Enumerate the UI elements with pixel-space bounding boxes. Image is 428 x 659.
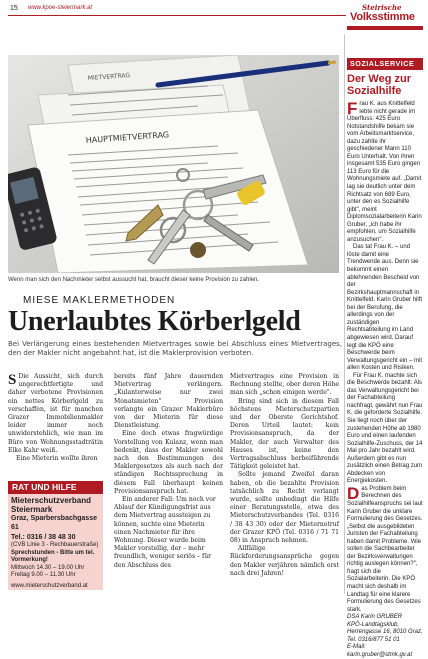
- column-divider: [344, 34, 345, 594]
- masthead-title: Volksstimme: [350, 11, 415, 23]
- header-url[interactable]: www.kpoe-steiermark.at: [28, 5, 93, 11]
- paragraph: Allfällige Rückforderungsansprüche gegen den Makler verjähren nämlich erst nach drei Jahren!: [230, 545, 339, 577]
- article-column-1: [8, 373, 103, 463]
- article-column-2: [114, 373, 223, 570]
- contract-small-title: MIETVERTRAG: [87, 72, 131, 82]
- contract-keys-illustration: [8, 55, 339, 273]
- article-column-3: [230, 373, 339, 578]
- org-phone: Tel.: 0316 / 38 48 30: [11, 534, 76, 541]
- photo-caption: Wenn man sich den Nachmieter selbst aussucht hat, braucht dieser keine Provision zu zahlen.: [8, 277, 260, 283]
- office-hours-fri: Freitag 9.00 – 11.30 Uhr: [11, 572, 76, 579]
- sozialservice-label: SOZIALSERVICE: [347, 58, 423, 70]
- office-hours-wed: Mittwoch 14.30 – 19.00 Uhr: [11, 564, 85, 571]
- office-hours-note: Sprechstunden - Bitte um tel. Vormerkung!: [11, 549, 95, 564]
- masthead-small: Steirische: [362, 3, 402, 12]
- header-rule: [8, 15, 346, 16]
- signature-org: KPÖ-Landtagsklub,: [347, 621, 400, 628]
- dropcap: S: [8, 372, 17, 388]
- contract-title: HAUPTMIETVERTRAG: [85, 130, 170, 145]
- org-website[interactable]: www.mieterschutzverband.at: [11, 582, 88, 589]
- dropcap: F: [347, 99, 358, 118]
- article-lead: Bei Verlängerung eines bestehenden Mietvertrages sowie bei Abschluss eines Mietvertrages, den der Makler nicht angebahnt hat, ist die Maklerprovision verboten.: [8, 340, 342, 357]
- rat-und-hilfe-label: RAT UND HILFE: [8, 481, 103, 494]
- signature-phone: Tel. 0316/877 51 01: [347, 636, 400, 643]
- paragraph: Frau K. aus Knittelfeld lebte nicht gerade im Überfluss: 425 Euro Notstandshilfe bekam sie vom Arbeitsmarktservice, dazu zahlte ihr geschiedener Mann 110 Euro Unterhalt. Von ihren insgesamt 535 Euro gingen 113 Euro für die Wohnungsmiete auf. „Damit lag sie deutlich unter dem Richtsatz von 689 Euro, unter den es Sozialhilfe gibt", meint Diplomsozialarbeiterin Karin Gruber, „ich habe ihr empfohlen, um Sozialhilfe anzusuchen".: [347, 99, 422, 243]
- article-headline: Unerlaubtes Körberlgeld: [8, 306, 301, 337]
- org-name: Mieterschutzverband Steiermark: [11, 496, 92, 514]
- rat-und-hilfe-box: [8, 494, 103, 590]
- paragraph: Für Frau K. machte sich die Beschwerde bezahlt: Als das Verwaltungsgericht bei der Fachabteilung nachfragt, gewährt nun Frau K. die geforderte Sozialhilfe. Sie liegt noch über der zustehenden Höhe ab 1980 Euro und einen laufenden Sozialhilfe-Zuschuss, der 14 Mal pro Jahr bezahlt wird. Außerdem gibt es nun zusätzlich einen Betrag zum Abdecken von Energiekosten.: [347, 372, 423, 485]
- masthead-bar: [347, 26, 423, 30]
- paragraph: Eine Mieterin wollte ihren: [16, 455, 98, 463]
- paragraph: Bring sind sich in diesem Fall höchstens Mieterschutzpartien und der Oberste Gerichtshof. Deren Urteil lautet: kein Provisionsanspruch, da der Makler, der auch Verwalter des Hauses ist, keine den Vertragsabschluss herbeiführende Tätigkeit geleistet hat.: [230, 397, 339, 471]
- signature-name: DSA Karin GRUBER: [347, 614, 403, 621]
- signature-address: Herrengasse 16, 8010 Graz,: [347, 629, 423, 636]
- signature-email[interactable]: E-Mail: karin.gruber@stmk.gv.at: [347, 644, 413, 658]
- sozialservice-headline: Der Weg zur Sozialhilfe: [347, 73, 411, 97]
- dropcap: D: [347, 483, 360, 503]
- org-address: Graz, Sparbersbachgasse 61: [11, 515, 97, 531]
- paragraph: Ein anderer Fall: Um noch vor Ablauf der Kündigungsfrist aus dem Mietvertrag aussteigen zu können, suchte eine Mieterin einen Nachmieter für ihre Wohnung. Dieser wurde beim Makler vorstellig, der – mehr freundlich, weniger seriös – für den Abschluss des: [114, 496, 216, 569]
- transit-info: (CVB Linie 3 - Rechbauerstraße): [11, 542, 99, 548]
- article-kicker: MIESE MAKLERMETHODEN: [23, 295, 176, 306]
- sozialservice-body: [347, 101, 423, 659]
- paragraph: Sollte jemand Zweifel daran haben, ob die bezahlte Provision tatsächlich zu Recht verlangt wurde, sollte unbedingt die Hilfe einer Beratungsstelle, etwa des Mieterschutzverbandes (Tel. 0316 / 38 43 30) oder der Mieternotruf der Grazer KPÖ (Tel. 0316 / 71 71 08) in Anspruch nehmen.: [230, 471, 339, 545]
- article-photo: [8, 55, 339, 273]
- paragraph: Das Problem beim Berechnen des Sozialhilfeanspruchs sei laut Karin Gruber die unklare Formulierung des Gesetzes. „Selbst die ausgebildeten Juristen der Fachabteilung haben damit Probleme. Wie sollen die Sachbearbeiter der Bezirksverwaltungen richtig auslegen können?", fragt sich die Sozialarbeiterin. Die KPÖ macht sich deshalb im Landtag für eine klarere Formulierung des Gesetzes stark.: [347, 483, 423, 613]
- page-number: 15: [10, 5, 18, 12]
- paragraph: Mietvertrages eine Provision in Rechnung stellte, ober deren Höhe man sich „schon einigen werde".: [230, 373, 339, 397]
- paragraph: S Die Aussicht, sich durch ungerechtfertigte und daher verbotene Provisionen ein nettes Körberlgeld zu verschaffen, ist für manchen Grazer Immobilienmakler leider immer noch unwiderstehlich, wie man im Büro von Wohnungsstadträtin Elke Kahr weiß.: [8, 372, 103, 454]
- paragraph: bereits fünf Jahre dauernden Mietvertrag verlängern. „Kulanterweise nur zwei Monatsmieten" Provision verlangte ein Grazer Maklerbüro von der Mieterin für diese Dienstleistung.: [114, 373, 223, 430]
- paragraph: Eine doch etwas fragwürdige Vorstellung von Kulanz, wenn man bedenkt, dass der Makler sowohl nach den Bestimmungen des Maklergesetzes als auch nach der ständigen Rechtssprechung in diesem Fall überhaupt keinen Provisionsanspruch hat.: [114, 430, 223, 495]
- paragraph: Das tat Frau K. – und löste damit eine Trendwende aus. Denn sie bekommt einen ablehnenden Bescheid von der Bezirkshauptmannschaft in Knittelfeld. Karin Gruber hilft bei der Berufung, die allerdings von der zuständigen Rechtsabteilung im Land abgewiesen wird. Darauf legt die KPÖ eine Beschwerde beim Verwaltungsgericht ein – mit allen Kosten und Risiken.: [347, 244, 423, 372]
